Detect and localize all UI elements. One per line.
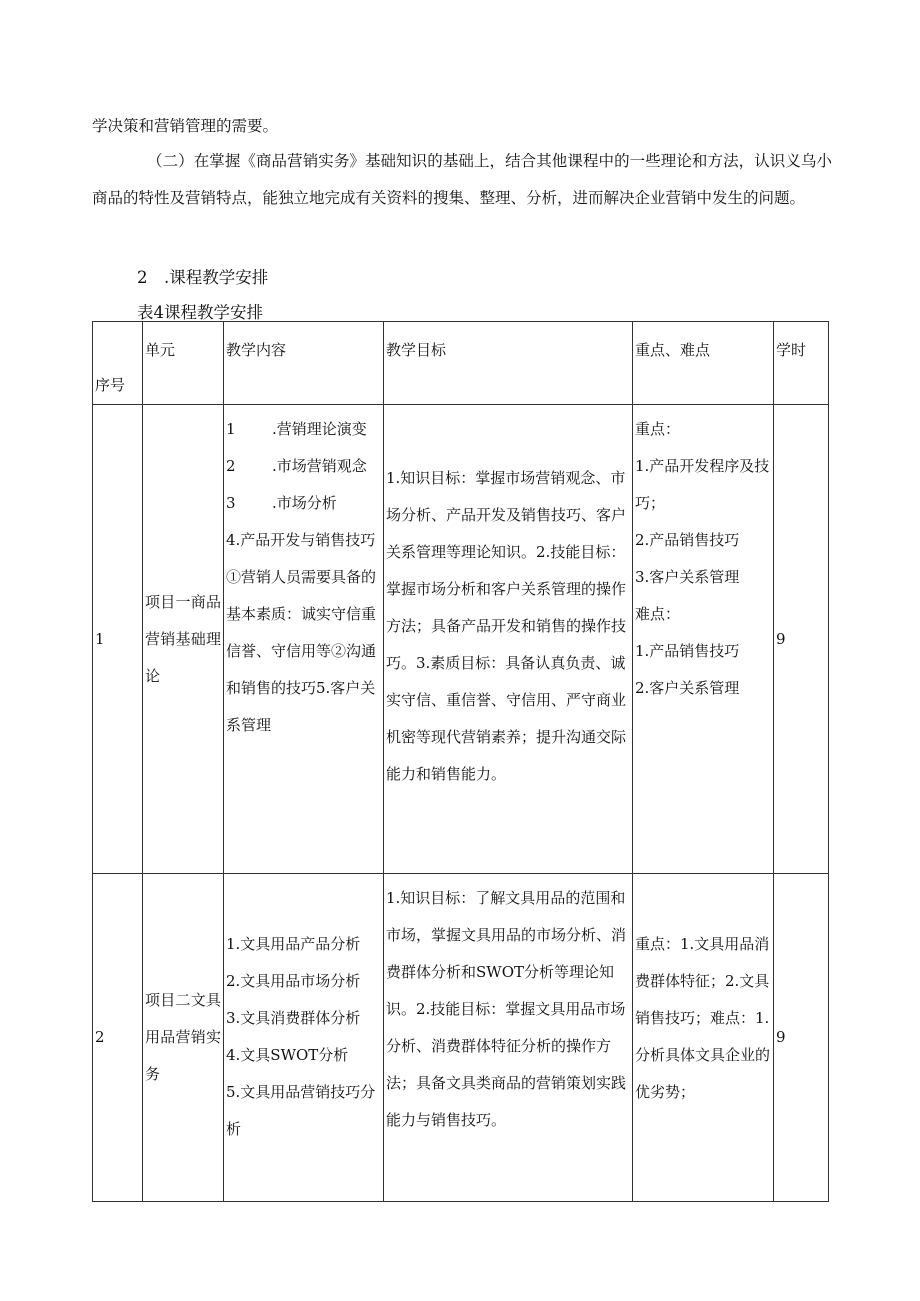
- section-heading: 2 .课程教学安排: [137, 268, 269, 287]
- row1-content-rest: 4.产品开发与销售技巧①营销人员需要具备的基本素质：诚实守信重信誉、守信用等②沟通和销售的技巧5.客户关系管理: [226, 531, 377, 734]
- row1-hours: 9: [774, 405, 829, 874]
- row2-key: 重点：1.文具用品消费群体特征；2.文具销售技巧；难点：1.分析具体文具企业的优劣势；: [633, 874, 774, 1202]
- row1-content-item: [226, 411, 381, 448]
- table-caption: 表4课程教学安排: [137, 303, 263, 322]
- key-line: 1.产品开发程序及技巧；: [635, 457, 770, 512]
- header-content: 教学内容: [224, 322, 384, 405]
- header-seq: 序号: [93, 322, 143, 405]
- header-key: 重点、难点: [633, 322, 774, 405]
- row1-seq: 1: [93, 405, 143, 874]
- key-line: 2.客户关系管理: [635, 679, 740, 697]
- row2-seq: 2: [93, 874, 143, 1202]
- key-line: 2.产品销售技巧: [635, 531, 740, 549]
- key-line: 3.客户关系管理: [635, 568, 740, 586]
- item-number: 3: [226, 494, 236, 512]
- content-line: 3.文具消费群体分析: [226, 1009, 361, 1027]
- row2-goal: 1.知识目标：了解文具用品的范围和市场，掌握文具用品的市场分析、消费群体分析和SWOT分析等理论知识。2.技能目标：掌握文具用品市场分析、消费群体特征分析的操作方法；具备文具类商品的营销策划实践能力与销售技巧。: [384, 874, 633, 1202]
- content-line: 2.文具用品市场分析: [226, 972, 361, 990]
- item-text: .市场营销观念: [272, 457, 367, 475]
- content-line: 4.文具SWOT分析: [226, 1046, 349, 1064]
- intro-paragraph-1: 学决策和营销管理的需要。: [92, 117, 279, 135]
- item-number: 1: [226, 420, 236, 438]
- key-line: 重点：: [635, 420, 681, 438]
- header-unit: 单元: [143, 322, 224, 405]
- table-header-row: [93, 322, 829, 405]
- header-goal: 教学目标: [384, 322, 633, 405]
- row1-key: [633, 405, 774, 874]
- item-text: .市场分析: [272, 494, 337, 512]
- key-line: 1.产品销售技巧: [635, 642, 740, 660]
- key-line: 难点：: [635, 605, 681, 623]
- row1-unit-text: 项目一商品营销基础理论: [145, 592, 221, 685]
- item-text: .营销理论演变: [272, 420, 367, 438]
- header-hours: 学时: [774, 322, 829, 405]
- row1-unit: [143, 405, 224, 874]
- item-number: 2: [226, 457, 236, 475]
- row1-content-item: [226, 485, 381, 522]
- table-row: [93, 405, 829, 874]
- course-schedule-table: [92, 321, 829, 1202]
- row2-unit-text: 项目二文具用品营销实务: [145, 991, 221, 1083]
- content-line: 1.文具用品产品分析: [226, 935, 361, 953]
- row2-hours: 9: [774, 874, 829, 1202]
- row1-content: [224, 405, 384, 874]
- row1-content-item: [226, 448, 381, 485]
- intro-paragraph-2: （二）在掌握《商品营销实务》基础知识的基础上，结合其他课程中的一些理论和方法，认识义乌小商品的特性及营销特点，能独立地完成有关资料的搜集、整理、分析，进而解决企业营销中发生的问题。: [92, 152, 832, 207]
- row2-unit: [143, 874, 224, 1202]
- row2-content: [224, 874, 384, 1202]
- content-line: 5.文具用品营销技巧分析: [226, 1083, 376, 1138]
- row1-goal: 1.知识目标：掌握市场营销观念、市场分析、产品开发及销售技巧、客户关系管理等理论知识。2.技能目标：掌握市场分析和客户关系管理的操作方法；具备产品开发和销售的操作技巧。3.素质目标：具备认真负责、诚实守信、重信誉、守信用、严守商业机密等现代营销素养；提升沟通交际能力和销售能力。: [384, 405, 633, 874]
- table-row: [93, 874, 829, 1202]
